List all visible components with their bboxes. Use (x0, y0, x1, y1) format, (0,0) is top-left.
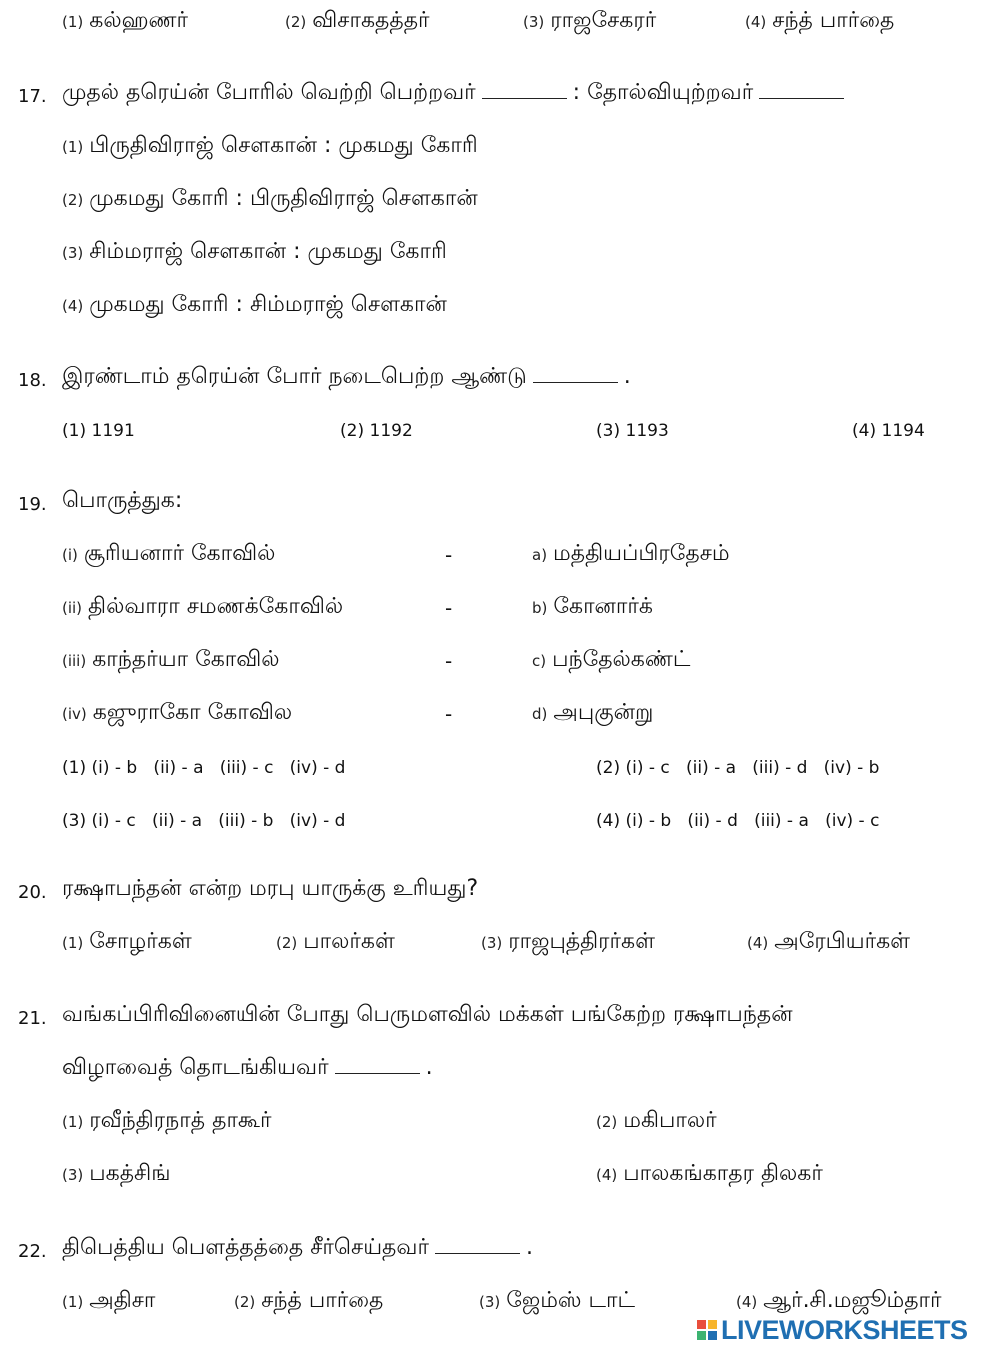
q20-option-2: (2) பாலர்கள் (276, 929, 395, 954)
q19-option-1: (1) (i) - b (ii) - a (iii) - c (iv) - d (62, 758, 346, 778)
q17-text: முதல் தரெய்ன் போரில் வெற்றி பெற்றவர் : தோல்வியுற்றவர் (62, 80, 850, 108)
answer-blank (759, 97, 844, 99)
q16-option-2: (2) விசாகதத்தர் (285, 8, 430, 33)
match-dash: - (445, 596, 453, 620)
match-right-c: c) பந்தேல்கண்ட் (532, 647, 691, 672)
q18-option-1: (1) 1191 (62, 421, 135, 441)
q21-option-2: (2) மகிபாலர் (596, 1108, 717, 1133)
logo-square (697, 1331, 706, 1340)
q16-option-1: (1) கல்ஹணர் (62, 8, 189, 33)
liveworksheets-icon (697, 1320, 717, 1340)
q22-number: 22. (18, 1241, 47, 1262)
q20-option-3: (3) ராஜபுத்திரர்கள் (481, 929, 655, 954)
match-left-4: (iv) கஜுராகோ கோவில (62, 700, 293, 725)
match-left-1: (i) சூரியனார் கோவில் (62, 541, 276, 566)
q19-number: 19. (18, 494, 47, 515)
q21-option-3: (3) பகத்சிங் (62, 1161, 171, 1186)
q19-option-4: (4) (i) - b (ii) - d (iii) - a (iv) - c (596, 811, 880, 831)
answer-blank (533, 381, 618, 383)
q16-option-4: (4) சந்த் பார்தை (745, 8, 895, 33)
q18-text: இரண்டாம் தரெய்ன் போர் நடைபெற்ற ஆண்டு . (62, 364, 631, 389)
liveworksheets-wordmark: LIVEWORKSHEETS (721, 1314, 968, 1345)
logo-square (708, 1320, 717, 1329)
q18-option-3: (3) 1193 (596, 421, 669, 441)
q20-number: 20. (18, 882, 47, 903)
match-right-a: a) மத்தியப்பிரதேசம் (532, 541, 730, 566)
q19-option-2: (2) (i) - c (ii) - a (iii) - d (iv) - b (596, 758, 880, 778)
q22-text: திபெத்திய பௌத்தத்தை சீர்செய்தவர் . (62, 1235, 533, 1260)
q21-text-line1: வங்கப்பிரிவினையின் போது பெருமளவில் மக்கள் பங்கேற்ற ரக்ஷாபந்தன் (62, 1002, 793, 1027)
q18-number: 18. (18, 370, 47, 391)
answer-blank (435, 1252, 520, 1254)
q22-option-4: (4) ஆர்.சி.மஜூம்தார் (736, 1288, 942, 1313)
match-right-b: b) கோனார்க் (532, 594, 653, 619)
logo-square (708, 1331, 717, 1340)
q21-option-1: (1) ரவீந்திரநாத் தாகூர் (62, 1108, 272, 1133)
q17-option-3: (3) சிம்மராஜ் சௌகான் : முகமது கோரி (62, 239, 447, 264)
q21-text-line2: விழாவைத் தொடங்கியவர் . (62, 1055, 433, 1080)
q17-option-2: (2) முகமது கோரி : பிருதிவிராஜ் சௌகான் (62, 186, 478, 211)
match-left-2: (ii) தில்வாரா சமணக்கோவில் (62, 594, 344, 619)
q17-option-4: (4) முகமது கோரி : சிம்மராஜ் சௌகான் (62, 292, 447, 317)
liveworksheets-logo (697, 1315, 968, 1345)
q18-option-4: (4) 1194 (852, 421, 925, 441)
match-dash: - (445, 702, 453, 726)
answer-blank (482, 97, 567, 99)
q22-option-1: (1) அதிசா (62, 1288, 156, 1313)
q19-text: பொருத்துக: (62, 488, 183, 513)
match-left-3: (iii) காந்தர்யா கோவில் (62, 647, 280, 672)
q22-option-3: (3) ஜேம்ஸ் டாட் (479, 1288, 636, 1313)
q21-option-4: (4) பாலகங்காதர திலகர் (596, 1161, 823, 1186)
logo-square (697, 1320, 706, 1329)
q19-option-3: (3) (i) - c (ii) - a (iii) - b (iv) - d (62, 811, 346, 831)
match-dash: - (445, 543, 453, 567)
q17-number: 17. (18, 86, 47, 107)
q16-option-3: (3) ராஜசேகரர் (523, 8, 657, 33)
q20-option-4: (4) அரேபியர்கள் (747, 929, 911, 954)
match-dash: - (445, 649, 453, 673)
q20-option-1: (1) சோழர்கள் (62, 929, 192, 954)
match-right-d: d) அபுகுன்று (532, 700, 654, 725)
q21-number: 21. (18, 1008, 47, 1029)
answer-blank (335, 1072, 420, 1074)
q18-option-2: (2) 1192 (340, 421, 413, 441)
q17-option-1: (1) பிருதிவிராஜ் சௌகான் : முகமது கோரி (62, 133, 478, 158)
q20-text: ரக்ஷாபந்தன் என்ற மரபு யாருக்கு உரியது? (62, 876, 479, 901)
q22-option-2: (2) சந்த் பார்தை (234, 1288, 384, 1313)
